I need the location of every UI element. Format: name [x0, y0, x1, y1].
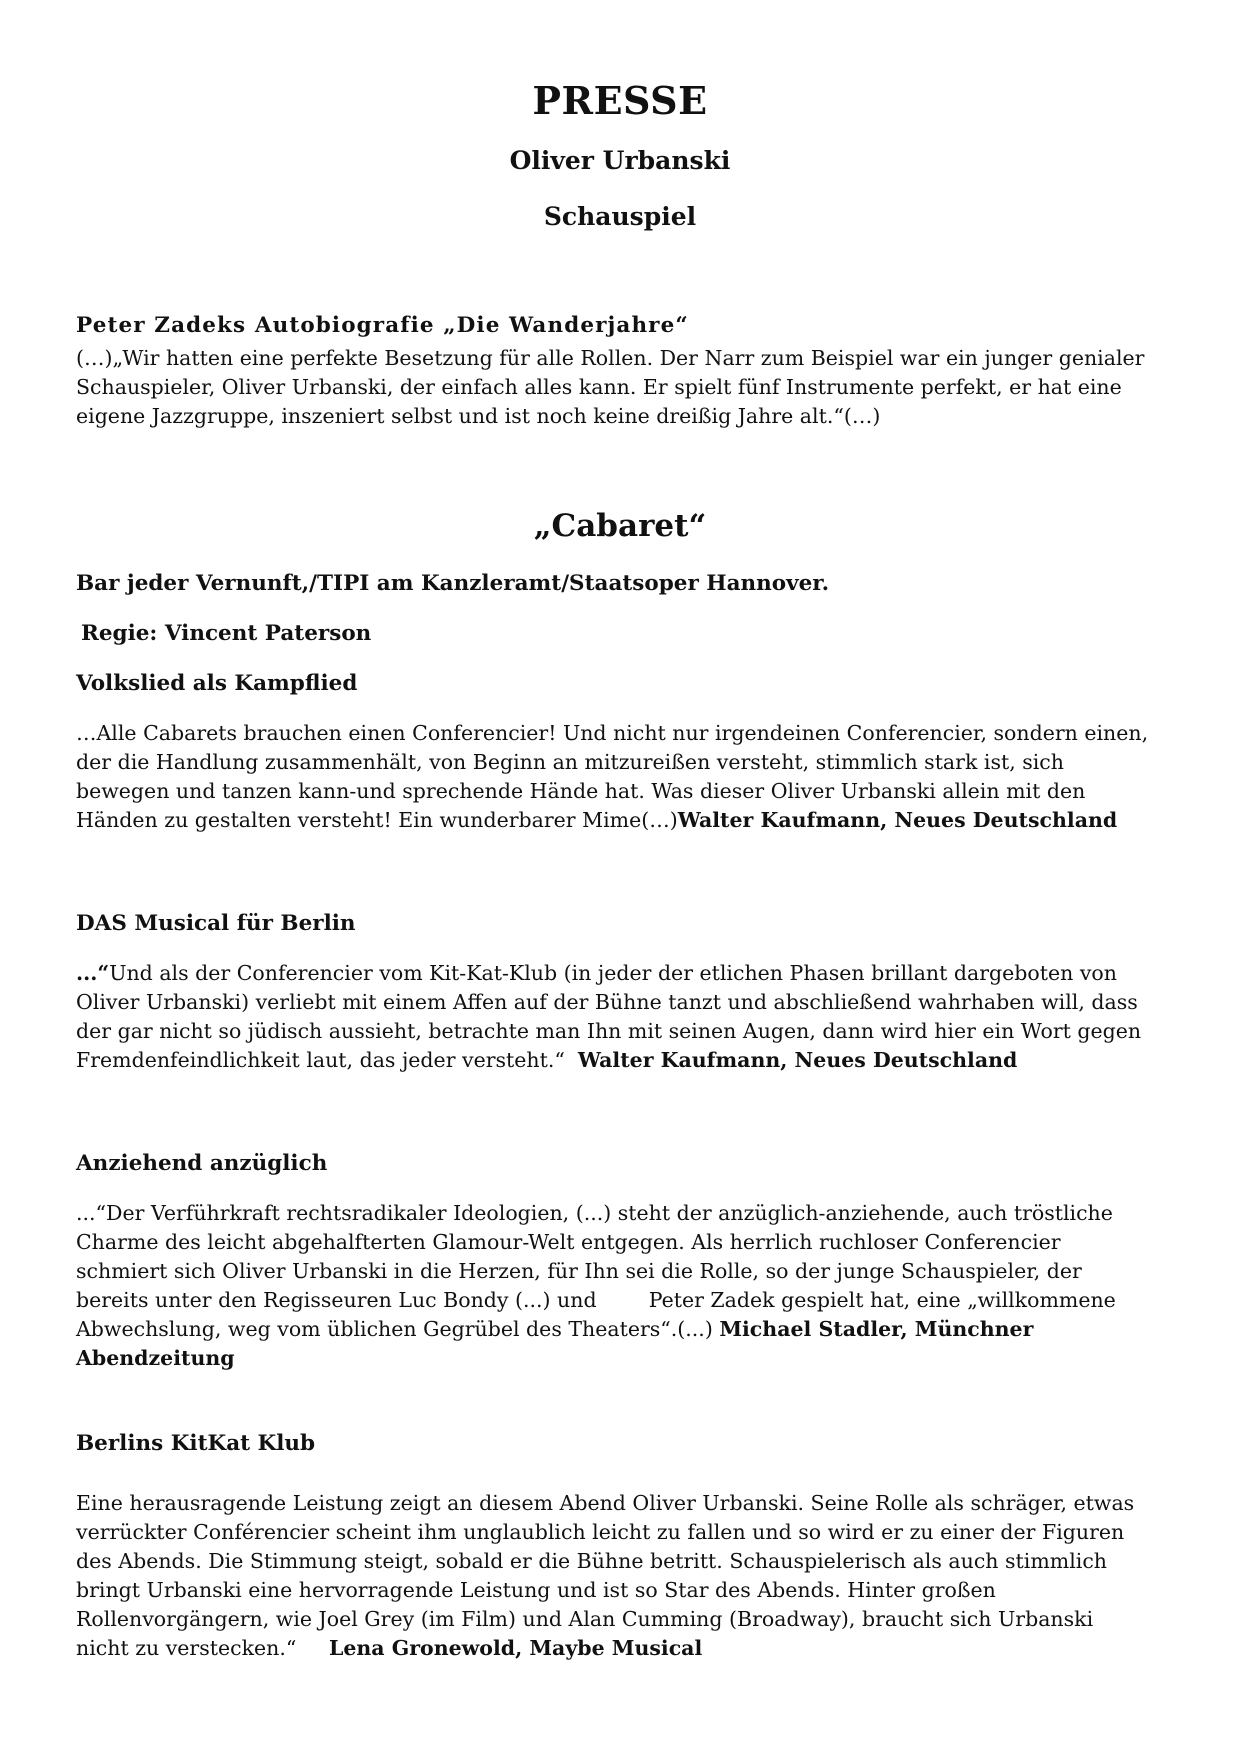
review-text: [76, 959, 1170, 1075]
review-line: Eine herausragende Leistung zeigt an diesem Abend Oliver Urbanski. Seine Rolle als schräger, etwas: [76, 1491, 1135, 1515]
cabaret-title: „Cabaret“: [533, 508, 707, 544]
review-line: der die Handlung zusammenhält, von Beginn an mitzureißen versteht, stimmlich stark ist, sich: [76, 750, 1064, 774]
review-line: schmiert sich Oliver Urbanski in die Herzen, für Ihn sei die Rolle, so der junge Schauspieler, der: [76, 1259, 1082, 1283]
zadek-line: (…)„Wir hatten eine perfekte Besetzung für alle Rollen. Der Narr zum Beispiel war ein junger genialer: [76, 346, 1145, 370]
review-line: bewegen und tanzen kann-und sprechende Hände hat. Was dieser Oliver Urbanski allein mit den: [76, 779, 1086, 803]
review-kitkat: [76, 1430, 1170, 1663]
review-source: Lena Gronewold, Maybe Musical: [328, 1636, 703, 1660]
review-source-continued: Abendzeitung: [76, 1346, 235, 1370]
zadek-heading: Peter Zadeks Autobiografie „Die Wanderjahre“: [76, 313, 689, 338]
review-line: Charme des leicht abgehalfterten Glamour-Welt entgegen. Als herrlich ruchloser Conferencier: [76, 1230, 1061, 1254]
review-line: ...“Der Verführkraft rechtsradikaler Ideologien, (...) steht der anzüglich-anziehende, auch tröstliche: [76, 1201, 1113, 1225]
zadek-line: Schauspieler, Oliver Urbanski, der einfach alles kann. Er spielt fünf Instrumente perfekt, er hat eine: [76, 375, 1122, 399]
review-line: …Alle Cabarets brauchen einen Conferencier! Und nicht nur irgendeinen Conferencier, sondern einen,: [76, 721, 1149, 745]
review-source: Michael Stadler, Münchner: [719, 1317, 1034, 1341]
zadek-section: [76, 312, 1170, 431]
review-line: des Abends. Die Stimmung steigt, sobald er die Bühne betritt. Schauspielerisch als auch stimmlich: [76, 1549, 1108, 1573]
review-line: Rollenvorgängern, wie Joel Grey (im Film) und Alan Cumming (Broadway), braucht sich Urbanski: [76, 1607, 1094, 1631]
review-heading: Volkslied als Kampflied: [76, 671, 358, 696]
review-text: [76, 1199, 1170, 1373]
zadek-quote: [76, 344, 1170, 431]
review-text: [76, 719, 1170, 835]
review-line: Abwechslung, weg vom üblichen Gegrübel des Theaters“.(...) Michael Stadler, Münchner: [76, 1317, 1034, 1341]
review-line: bereits unter den Regisseuren Luc Bondy (...) und Peter Zadek gespielt hat, eine „willkommene: [76, 1288, 1116, 1312]
actor-name: Oliver Urbanski: [509, 146, 731, 175]
review-heading: Berlins KitKat Klub: [76, 1431, 316, 1456]
review-volkslied: [76, 670, 1170, 835]
review-musical-berlin: [76, 910, 1170, 1075]
review-line: Oliver Urbanski) verliebt mit einem Affen auf der Bühne tanzt und abschließend wahrhaben will, dass: [76, 990, 1138, 1014]
review-line: verrückter Conférencier scheint ihm unglaublich leicht zu fallen und so wird er zu einer der Figuren: [76, 1520, 1125, 1544]
page-title: PRESSE: [532, 78, 708, 123]
review-anziehend: [76, 1150, 1170, 1373]
zadek-line: eigene Jazzgruppe, inszeniert selbst und ist noch keine dreißig Jahre alt.“(…): [76, 404, 881, 428]
review-line: Händen zu gestalten versteht! Ein wunderbarer Mime(…)Walter Kaufmann, Neues Deutschland: [76, 808, 1118, 832]
review-line: bringt Urbanski eine hervorragende Leistung und ist so Star des Abends. Hinter großen: [76, 1578, 996, 1602]
actor-field: Schauspiel: [543, 202, 697, 231]
review-line: nicht zu verstecken.“ Lena Gronewold, Maybe Musical: [76, 1636, 703, 1660]
cabaret-director: Regie: Vincent Paterson: [81, 621, 372, 646]
cabaret-venues: Bar jeder Vernunft,/TIPI am Kanzleramt/Staatsoper Hannover.: [76, 571, 830, 596]
review-source: Walter Kaufmann, Neues Deutschland: [577, 1048, 1018, 1072]
review-source: Walter Kaufmann, Neues Deutschland: [677, 808, 1118, 832]
review-heading: DAS Musical für Berlin: [76, 911, 356, 936]
review-line: Fremdenfeindlichkeit laut, das jeder versteht.“ Walter Kaufmann, Neues Deutschland: [76, 1048, 1018, 1072]
review-heading: Anziehend anzüglich: [76, 1151, 328, 1176]
review-line: der gar nicht so jüdisch aussieht, betrachte man Ihn mit seinen Augen, dann wird hier ein Wort gegen: [76, 1019, 1142, 1043]
review-line: ...“Und als der Conferencier vom Kit-Kat-Klub (in jeder der etlichen Phasen brillant dargeboten von: [76, 961, 1117, 985]
review-text: [76, 1489, 1170, 1663]
